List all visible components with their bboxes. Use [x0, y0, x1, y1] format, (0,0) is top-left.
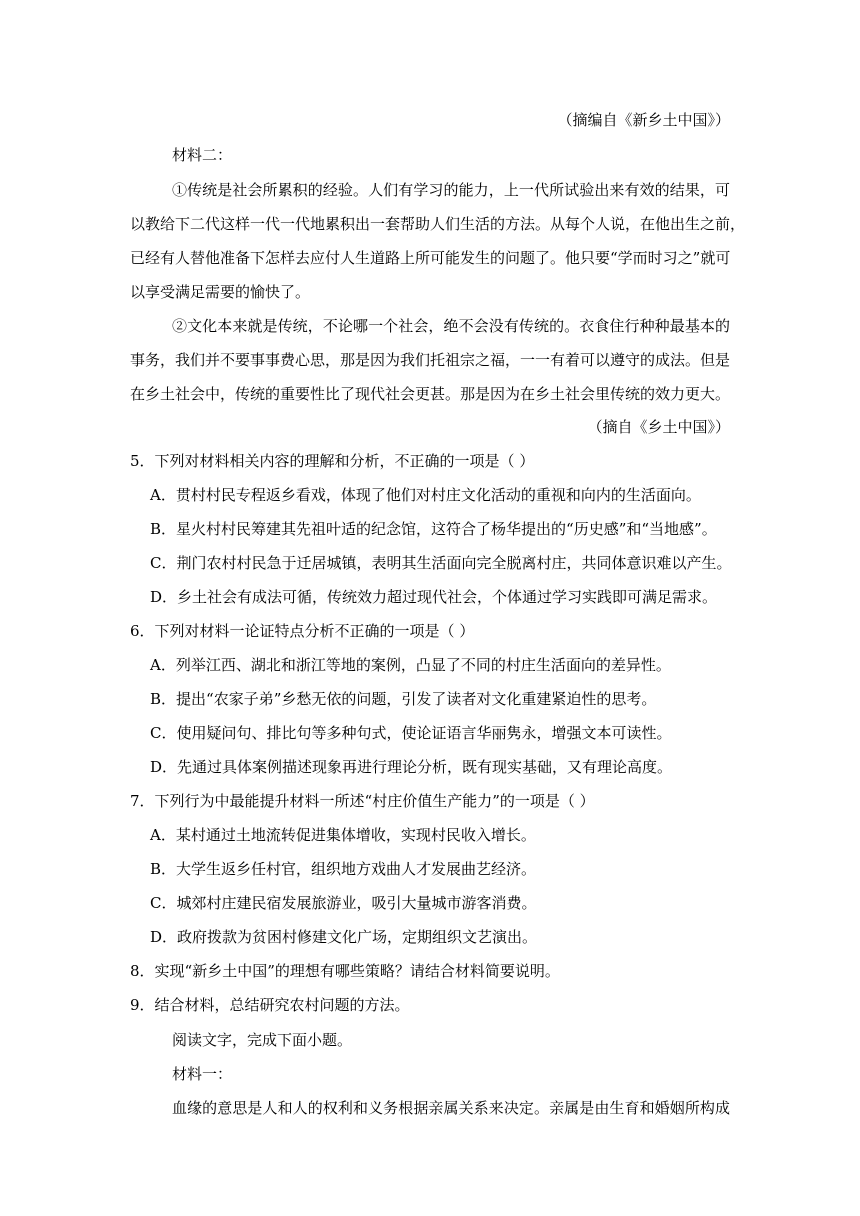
question-7-option-c: C．城郊村庄建民宿发展旅游业，吸引大量城市游客消费。	[150, 894, 537, 912]
reading-instruction: 阅读文字，完成下面小题。	[172, 1031, 353, 1049]
question-6-option-d: D．先通过具体案例描述现象再进行理论分析，既有现实基础，又有理论高度。	[150, 758, 673, 776]
question-6-stem: 6．下列对材料一论证特点分析不正确的一项是（ ）	[130, 622, 475, 640]
question-5-option-a: A．贯村村民专程返乡看戏，体现了他们对村庄文化活动的重视和向内的生活面向。	[150, 486, 701, 504]
material-2-p1-line-3: 已经有人替他准备下怎样去应付人生道路上所可能发生的问题了。他只要“学而时习之”就可	[130, 249, 731, 267]
material-2-p2-line-1: ②文化本来就是传统，不论哪一个社会，绝不会没有传统的。衣食住行种种最基本的	[172, 317, 730, 335]
material-2-heading: 材料二：	[172, 146, 233, 164]
question-5-stem: 5．下列对材料相关内容的理解和分析，不正确的一项是（ ）	[130, 452, 535, 470]
question-6-option-c: C．使用疑问句、排比句等多种句式，使论证语言华丽隽永，增强文本可读性。	[150, 724, 672, 742]
question-7-option-d: D．政府拨款为贫困村修建文化广场，定期组织文艺演出。	[150, 928, 538, 946]
question-7-option-b: B．大学生返乡任村官，组织地方戏曲人才发展曲艺经济。	[150, 860, 537, 878]
material-2-p2-line-3: 在乡土社会中，传统的重要性比了现代社会更甚。那是因为在乡土社会里传统的效力更大。	[130, 385, 731, 403]
material-2-p1-line-2: 以教给下二代这样一代一代地累积出一套帮助人们生活的方法。从每个人说，在他出生之前，	[130, 215, 746, 233]
question-6-option-a: A．列举江西、湖北和浙江等地的案例，凸显了不同的村庄生活面向的差异性。	[150, 656, 671, 674]
material-1-heading: 材料一：	[172, 1065, 233, 1083]
question-7-option-a: A．某村通过土地流转促进集体增收，实现村民收入增长。	[150, 826, 536, 844]
question-8: 8．实现“新乡土中国”的理想有哪些策略？请结合材料简要说明。	[130, 962, 560, 980]
material-1-first-line: 血缘的意思是人和人的权利和义务根据亲属关系来决定。亲属是由生育和婚姻所构成	[172, 1099, 730, 1117]
question-6-option-b: B．提出“农家子弟”乡愁无依的问题，引发了读者对文化重建紧迫性的思考。	[150, 690, 657, 708]
question-5-option-c: C．荆门农村村民急于迁居城镇，表明其生活面向完全脱离村庄，共同体意识难以产生。	[150, 554, 732, 572]
question-5-option-d: D．乡土社会有成法可循，传统效力超过现代社会，个体通过学习实践即可满足需求。	[150, 588, 718, 606]
question-5-option-b: B．星火村村民筹建其先祖叶适的纪念馆，这符合了杨华提出的“历史感”和“当地感”。	[150, 520, 717, 538]
material-2-p1-line-4: 以享受满足需要的愉快了。	[130, 283, 311, 301]
question-9: 9．结合材料，总结研究农村问题的方法。	[130, 996, 410, 1014]
source-citation-2: （摘自《乡土中国》）	[587, 418, 730, 436]
source-citation-1: （摘编自《新乡土中国》）	[557, 111, 730, 129]
question-7-stem: 7．下列行为中最能提升材料一所述“村庄价值生产能力”的一项是（ ）	[130, 792, 595, 810]
material-2-p1-line-1: ①传统是社会所累积的经验。人们有学习的能力，上一代所试验出来有效的结果，可	[172, 181, 730, 199]
material-2-p2-line-2: 事务，我们并不要事事费心思，那是因为我们托祖宗之福，一一有着可以遵守的成法。但是	[130, 351, 731, 369]
